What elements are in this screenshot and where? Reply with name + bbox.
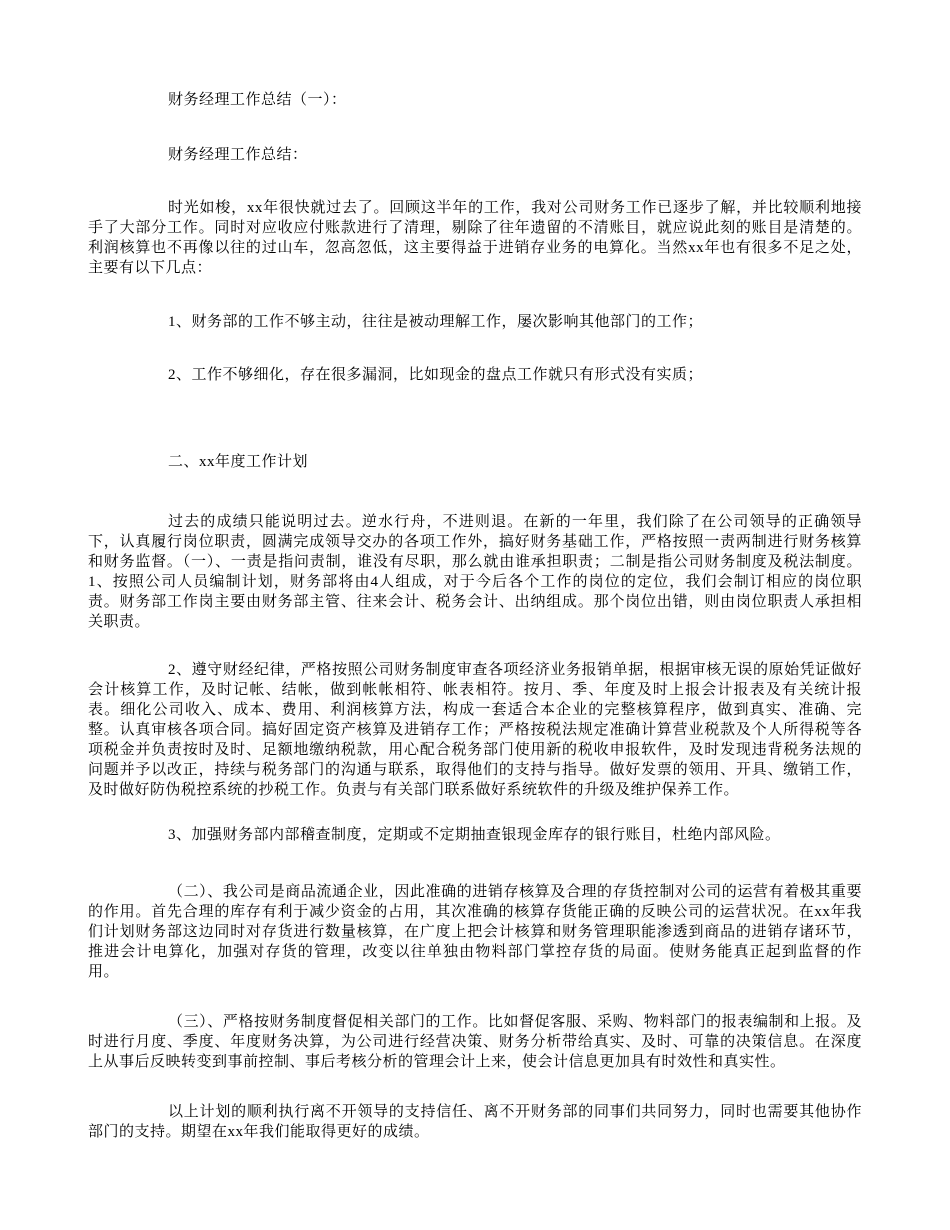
doc-title: 财务经理工作总结（一）： xyxy=(168,92,347,108)
list-item-shortcoming-1: 1、财务部的工作不够主动，往往是被动理解工作，屡次影响其他部门的工作； xyxy=(168,314,704,330)
paragraph-closing: 以上计划的顺利执行离不开领导的支持信任、离不开财务部的同事们共同努力，同时也需要其他协作部门的支持。期望在xx年我们能取得更好的成绩。 xyxy=(88,1104,862,1140)
paragraph-section-inventory: （二）、我公司是商品流通企业，因此准确的进销存核算及合理的存货控制对公司的运营有着极其重要的作用。首先合理的库存有利于减少资金的占用，其次准确的核算存货能正确的反映公司的运营状况。在xx年我们计划财务部这边同时对存货进行数量核算，在广度上把会计核算和财务管理职能渗透到商品的进销存诸环节，推进会计电算化，加强对存货的管理，改变以往单独由物料部门掌控存货的局面。使财务能真正起到监督的作用。 xyxy=(88,884,862,980)
paragraph-plan-intro: 过去的成绩只能说明过去。逆水行舟，不进则退。在新的一年里，我们除了在公司领导的正确领导下，认真履行岗位职责，圆满完成领导交办的各项工作外，搞好财务基础工作，严格按照一责两制进行财务核算和财务监督。（一）、一责是指问责制，谁没有尽职，那么就由谁承担职责；二制是指公司财务制度及税法制度。1、按照公司人员编制计划，财务部将由4人组成，对于今后各个工作的岗位的定位，我们会制订相应的岗位职责。财务部工作岗主要由财务部主管、往来会计、税务会计、出纳组成。那个岗位出错，则由岗位职责人承担相关职责。 xyxy=(88,514,862,630)
list-item-internal-audit: 3、加强财务部内部稽查制度，定期或不定期抽查银现金库存的银行账目，杜绝内部风险。 xyxy=(168,827,781,843)
list-item-shortcoming-2: 2、工作不够细化，存在很多漏洞，比如现金的盘点工作就只有形式没有实质； xyxy=(168,367,704,383)
doc-subtitle: 财务经理工作总结： xyxy=(168,147,308,163)
section-heading-annual-plan: 二、xx年度工作计划 xyxy=(168,454,309,470)
paragraph-overview: 时光如梭，xx年很快就过去了。回顾这半年的工作，我对公司财务工作已逐步了解，并比较顺利地接手了大部分工作。同时对应收应付账款进行了清理，剔除了往年遗留的不清账目，就应说此刻的账目是清楚的。利润核算也不再像以往的过山车，忽高忽低，这主要得益于进销存业务的电算化。当然xx年也有很多不足之处，主要有以下几点： xyxy=(88,200,862,276)
paragraph-plan-discipline: 2、遵守财经纪律，严格按照公司财务制度审查各项经济业务报销单据，根据审核无误的原始凭证做好会计核算工作，及时记帐、结帐，做到帐帐相符、帐表相符。按月、季、年度及时上报会计报表及有关统计报表。细化公司收入、成本、费用、利润核算方法，构成一套适合本企业的完整核算程序，做到真实、准确、完整。认真审核各项合同。搞好固定资产核算及进销存工作；严格按税法规定准确计算营业税款及个人所得税等各项税金并负责按时及时、足额地缴纳税款，用心配合税务部门使用新的税收申报软件，及时发现违背税务法规的问题并予以改正，持续与税务部门的沟通与联系，取得他们的支持与指导。做好发票的领用、开具、缴销工作，及时做好防伪税控系统的抄税工作。负责与有关部门联系做好系统软件的升级及维护保养工作。 xyxy=(88,662,862,798)
paragraph-section-supervision: （三）、严格按财务制度督促相关部门的工作。比如督促客服、采购、物料部门的报表编制和上报。及时进行月度、季度、年度财务决算，为公司进行经营决策、财务分析带给真实、及时、可靠的决策信息。在深度上从事后反映转变到事前控制、事后考核分析的管理会计上来，使会计信息更加具有时效性和真实性。 xyxy=(88,1014,862,1070)
